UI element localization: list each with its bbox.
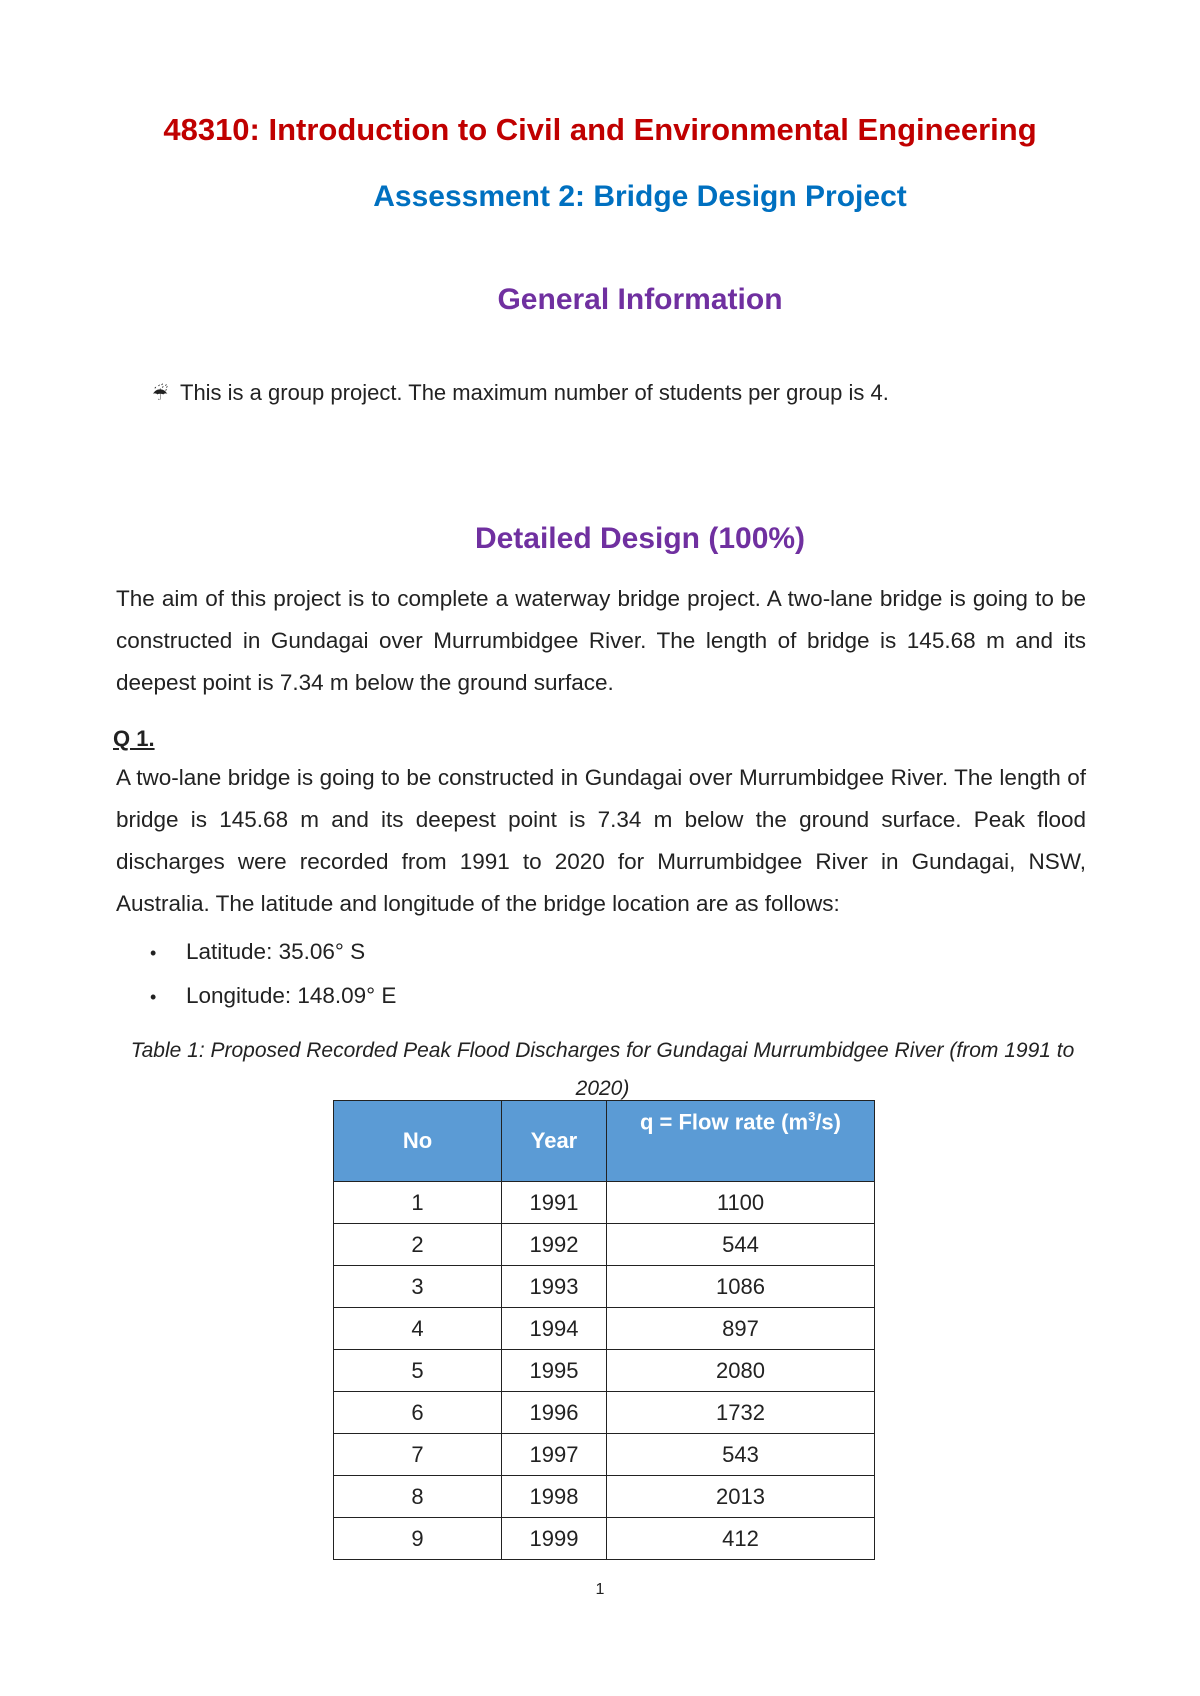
aim-paragraph: The aim of this project is to complete a waterway bridge project. A two-lane bridge is going to be constructed in Gundagai over Murrumbidgee River. The length of bridge is 145.68 m and its deepest point is 7.34 m below the ground surface. bbox=[116, 586, 1086, 695]
list-item bbox=[150, 974, 396, 1018]
table-header-row bbox=[334, 1101, 875, 1182]
cell-no: 9 bbox=[334, 1518, 502, 1560]
general-information-heading: General Information bbox=[497, 283, 783, 316]
cell-year: 1991 bbox=[502, 1182, 607, 1224]
cell-flow-rate: 1100 bbox=[607, 1182, 875, 1224]
header-flow-rate: q = Flow rate $(m^3/s)$ bbox=[607, 1101, 875, 1182]
cell-year: 1999 bbox=[502, 1518, 607, 1560]
assessment-title: Assessment 2: Bridge Design Project bbox=[373, 180, 907, 213]
cell-no: 3 bbox=[334, 1266, 502, 1308]
cell-no: 8 bbox=[334, 1476, 502, 1518]
cell-year: 1998 bbox=[502, 1476, 607, 1518]
cell-flow-rate: 2080 bbox=[607, 1350, 875, 1392]
cell-flow-rate: 897 bbox=[607, 1308, 875, 1350]
table-row bbox=[334, 1476, 875, 1518]
table-row bbox=[334, 1350, 875, 1392]
cell-flow-rate: 544 bbox=[607, 1224, 875, 1266]
latitude-text: Latitude: 35.06° S bbox=[186, 939, 366, 964]
cloud-rain-icon: ☔ bbox=[152, 384, 169, 404]
header-no: No bbox=[334, 1101, 502, 1182]
cell-year: 1997 bbox=[502, 1434, 607, 1476]
cell-flow-rate: 412 bbox=[607, 1518, 875, 1560]
table-row bbox=[334, 1182, 875, 1224]
cell-flow-rate: 1732 bbox=[607, 1392, 875, 1434]
cell-no: 2 bbox=[334, 1224, 502, 1266]
bullet-dot: • bbox=[150, 987, 157, 1007]
cell-year: 1996 bbox=[502, 1392, 607, 1434]
question-1-label: Q 1. bbox=[113, 726, 155, 751]
cell-flow-rate: 543 bbox=[607, 1434, 875, 1476]
cell-year: 1992 bbox=[502, 1224, 607, 1266]
group-project-bullet bbox=[152, 380, 889, 406]
cell-no: 7 bbox=[334, 1434, 502, 1476]
page-number: 1 bbox=[595, 1581, 605, 1598]
cell-no: 4 bbox=[334, 1308, 502, 1350]
table-row bbox=[334, 1308, 875, 1350]
table-caption: Table 1: Proposed Recorded Peak Flood Discharges for Gundagai Murrumbidgee River (from 1991 to 2020) bbox=[130, 1039, 1075, 1100]
group-project-text: This is a group project. The maximum number of students per group is 4. bbox=[180, 380, 889, 405]
question-1-paragraph: A two-lane bridge is going to be constructed in Gundagai over Murrumbidgee River. The length of bridge is 145.68 m and its deepest point is 7.34 m below the ground surface. Peak flood discharges were recorded from 1991 to 2020 for Murrumbidgee River in Gundagai, NSW, Australia. The latitude and longitude of the bridge location are as follows: bbox=[116, 765, 1086, 916]
cell-year: 1994 bbox=[502, 1308, 607, 1350]
course-title: 48310: Introduction to Civil and Environmental Engineering bbox=[163, 112, 1037, 147]
header-year: Year bbox=[502, 1101, 607, 1182]
coordinate-list bbox=[150, 930, 396, 1018]
detailed-design-heading: Detailed Design (100%) bbox=[474, 522, 806, 555]
table-row bbox=[334, 1392, 875, 1434]
cell-flow-rate: 2013 bbox=[607, 1476, 875, 1518]
cell-no: 5 bbox=[334, 1350, 502, 1392]
table-row bbox=[334, 1518, 875, 1560]
list-item bbox=[150, 930, 396, 974]
cell-flow-rate: 1086 bbox=[607, 1266, 875, 1308]
cell-year: 1995 bbox=[502, 1350, 607, 1392]
flood-discharge-table bbox=[333, 1100, 875, 1560]
table-row bbox=[334, 1266, 875, 1308]
table-row bbox=[334, 1224, 875, 1266]
longitude-text: Longitude: 148.09° E bbox=[186, 983, 397, 1008]
cell-no: 1 bbox=[334, 1182, 502, 1224]
cell-year: 1993 bbox=[502, 1266, 607, 1308]
table-row bbox=[334, 1434, 875, 1476]
bullet-dot: • bbox=[150, 943, 157, 963]
cell-no: 6 bbox=[334, 1392, 502, 1434]
